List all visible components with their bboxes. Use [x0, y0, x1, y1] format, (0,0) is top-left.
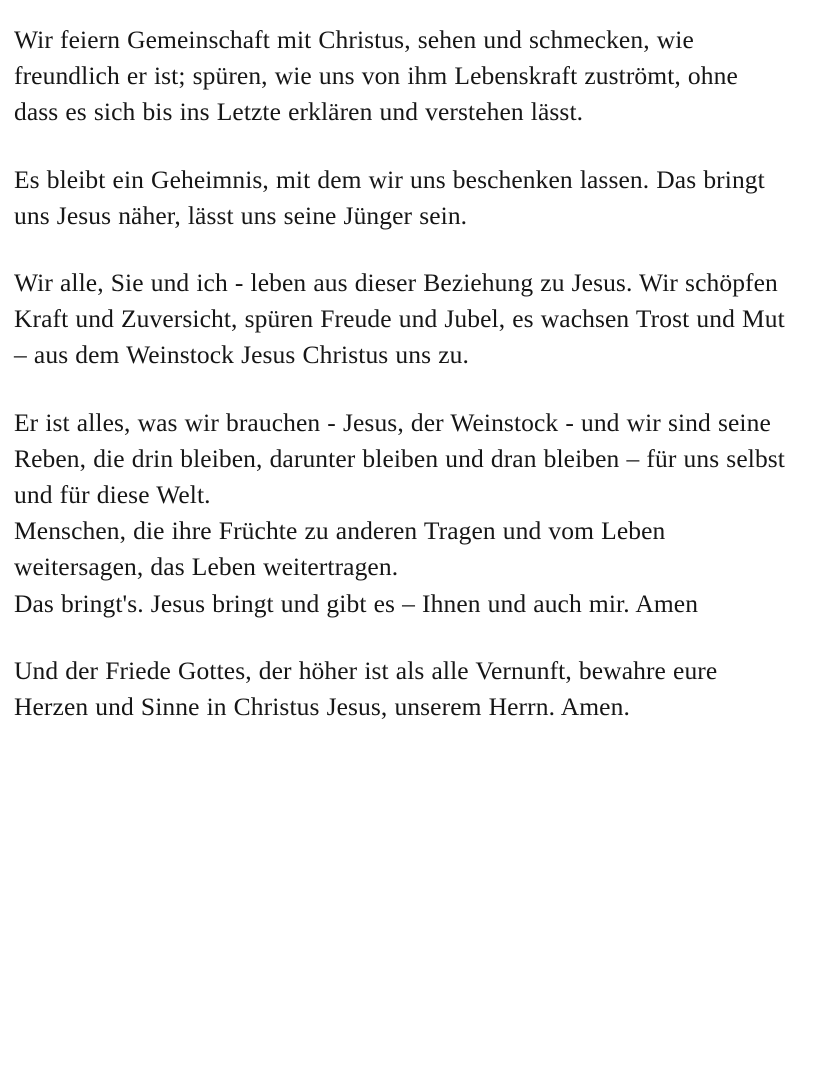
paragraph-spacer: [14, 234, 787, 265]
paragraph-3: Wir alle, Sie und ich - leben aus dieser Beziehung zu Jesus. Wir schöpfen Kraft und Zuversicht, spüren Freude und Jubel, es wachsen Trost und Mut – aus dem Weinstock Jesus Christus uns zu.: [14, 268, 792, 370]
paragraph-4: Er ist alles, was wir brauchen - Jesus, der Weinstock - und wir sind seine Reben, die drin bleiben, darunter bleiben und dran bleiben – für uns selbst und für diese Welt.: [14, 407, 793, 510]
paragraph-7: Und der Friede Gottes, der höher ist als alle Vernunft, bewahre eure Herzen und Sinne in Christus Jesus, unserem Herrn. Amen.: [14, 655, 725, 722]
paragraph-spacer: [14, 622, 787, 653]
paragraph-spacer: [14, 131, 787, 162]
paragraph-5: Menschen, die ihre Früchte zu anderen Tragen und vom Leben weitersagen, das Leben weitertragen.: [14, 516, 673, 582]
paragraph-1: Wir feiern Gemeinschaft mit Christus, sehen und schmecken, wie freundlich er ist; spüren, wie uns von ihm Lebenskraft zuströmt, ohne dass es sich bis ins Letzte erklären und verstehen lässt.: [14, 25, 745, 127]
paragraph-spacer: [14, 374, 787, 405]
paragraph-2: Es bleibt ein Geheimnis, mit dem wir uns beschenken lassen. Das bringt uns Jesus näher, lässt uns seine Jünger sein.: [14, 164, 772, 230]
document-body: [14, 22, 793, 725]
paragraph-6: Das bringt's. Jesus bringt und gibt es – Ihnen und auch mir. Amen: [14, 588, 699, 618]
